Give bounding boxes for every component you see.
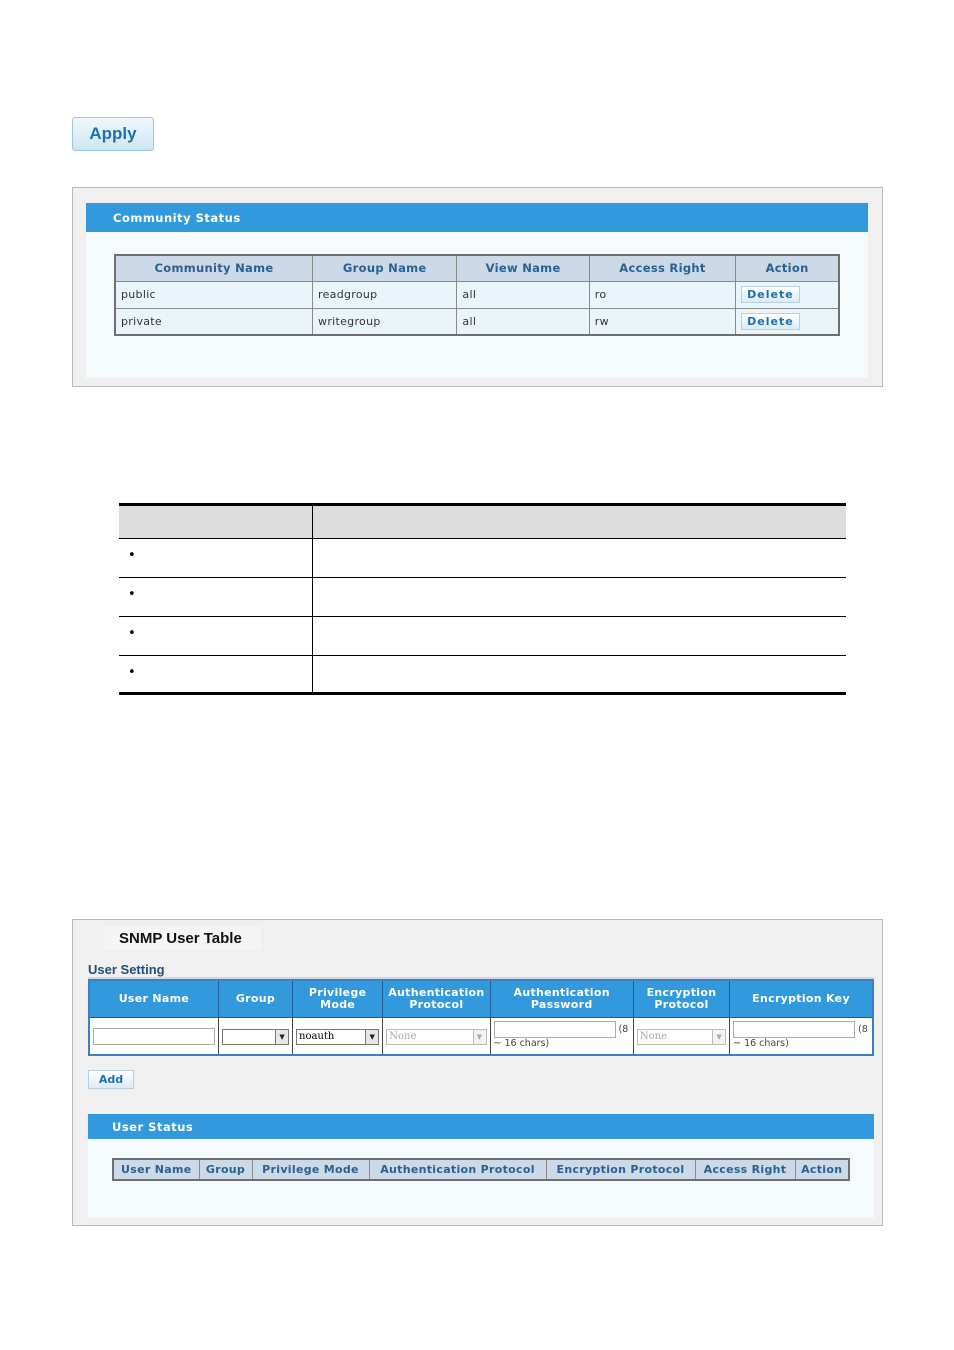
col-action: Action <box>795 1159 849 1180</box>
cell-group <box>218 1017 292 1055</box>
col-encryption-key: Encryption Key <box>730 980 873 1017</box>
cell-access-right: ro <box>589 281 735 308</box>
col-auth-protocol: Authentication Protocol <box>383 980 490 1017</box>
encryption-key-input[interactable] <box>733 1021 855 1038</box>
cell-group-name: readgroup <box>313 281 457 308</box>
object-cell <box>119 617 313 655</box>
auth-protocol-value: None <box>389 1031 417 1042</box>
col-privilege-mode: Privilege Mode <box>293 980 383 1017</box>
cell-community-name: private <box>115 308 313 335</box>
snmp-user-table-title: SNMP User Table <box>104 926 261 950</box>
description-table-header <box>119 506 846 539</box>
table-row <box>115 281 839 308</box>
community-status-title: Community Status <box>86 203 868 232</box>
col-encryption-protocol: Encryption Protocol <box>546 1159 695 1180</box>
col-user-name: User Name <box>113 1159 199 1180</box>
cell-view-name: all <box>457 308 589 335</box>
description-cell <box>313 539 846 577</box>
community-status-table <box>114 254 840 336</box>
table-row <box>89 1017 873 1055</box>
encryption-key-hint: (8 <box>858 1023 868 1035</box>
bullet: • <box>128 587 136 602</box>
chevron-down-icon: ▼ <box>275 1030 288 1044</box>
bullet: • <box>128 626 136 641</box>
table-row <box>119 656 846 695</box>
col-group: Group <box>199 1159 252 1180</box>
col-access-right: Access Right <box>695 1159 795 1180</box>
cell-access-right: rw <box>589 308 735 335</box>
col-auth-protocol: Authentication Protocol <box>369 1159 546 1180</box>
table-row <box>119 578 846 617</box>
chevron-down-icon: ▼ <box>473 1030 486 1044</box>
table-row <box>119 539 846 578</box>
table-row <box>119 617 846 656</box>
cell-action <box>736 308 839 335</box>
col-group-name: Group Name <box>313 255 457 281</box>
user-setting-label: User Setting <box>88 962 165 977</box>
cell-auth-password <box>490 1017 633 1055</box>
description-cell <box>313 578 846 616</box>
object-cell <box>119 539 313 577</box>
cell-community-name: public <box>115 281 313 308</box>
object-cell <box>119 656 313 692</box>
privilege-mode-select[interactable] <box>296 1029 379 1045</box>
delete-button[interactable]: Delete <box>741 286 800 303</box>
auth-password-hint: (8 <box>618 1023 629 1035</box>
cell-auth-protocol <box>383 1017 490 1055</box>
cell-view-name: all <box>457 281 589 308</box>
encryption-protocol-select[interactable] <box>637 1029 726 1045</box>
encryption-key-hint-line2: ~ 16 chars) <box>733 1037 789 1049</box>
cell-group-name: writegroup <box>313 308 457 335</box>
cell-encryption-key <box>730 1017 873 1055</box>
add-button[interactable]: Add <box>88 1070 134 1089</box>
col-privilege-mode: Privilege Mode <box>252 1159 369 1180</box>
col-auth-password: Authentication Password <box>490 980 633 1017</box>
user-setting-table <box>88 979 874 1056</box>
description-cell <box>313 656 846 692</box>
description-cell <box>313 617 846 655</box>
delete-button[interactable]: Delete <box>741 313 800 330</box>
group-select[interactable] <box>222 1029 289 1045</box>
encryption-protocol-value: None <box>639 1031 667 1042</box>
bullet: • <box>128 548 136 563</box>
description-table <box>119 503 846 695</box>
user-status-table <box>112 1158 850 1181</box>
cell-privilege-mode <box>293 1017 383 1055</box>
user-status-title: User Status <box>88 1114 874 1139</box>
header-description <box>313 506 846 538</box>
chevron-down-icon: ▼ <box>712 1030 725 1044</box>
apply-button[interactable]: Apply <box>72 117 154 151</box>
col-action: Action <box>736 255 839 281</box>
cell-action <box>736 281 839 308</box>
col-access-right: Access Right <box>589 255 735 281</box>
table-row <box>115 308 839 335</box>
col-view-name: View Name <box>457 255 589 281</box>
col-encryption-protocol: Encryption Protocol <box>633 980 729 1017</box>
auth-password-input[interactable] <box>494 1021 616 1038</box>
cell-encryption-protocol <box>633 1017 729 1055</box>
auth-protocol-select[interactable] <box>386 1029 486 1045</box>
chevron-down-icon: ▼ <box>365 1030 378 1044</box>
privilege-mode-value: noauth <box>299 1031 335 1042</box>
bullet: • <box>128 665 136 680</box>
cell-user-name <box>89 1017 218 1055</box>
col-user-name: User Name <box>89 980 218 1017</box>
auth-password-hint-line2: ~ 16 chars) <box>493 1037 550 1049</box>
col-community-name: Community Name <box>115 255 313 281</box>
user-name-input[interactable] <box>93 1028 215 1045</box>
object-cell <box>119 578 313 616</box>
col-group: Group <box>218 980 292 1017</box>
header-object <box>119 506 313 538</box>
